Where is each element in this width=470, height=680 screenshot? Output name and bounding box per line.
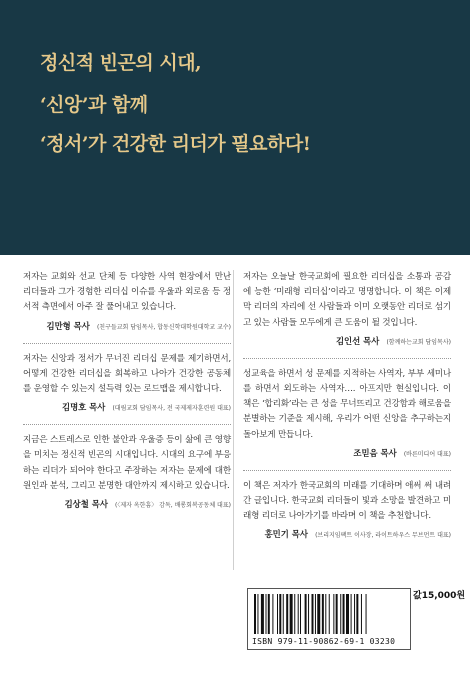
review-divider bbox=[23, 343, 231, 344]
reviewer-name: 김인선 목사 bbox=[335, 335, 380, 346]
headline-line-3: ‘정서’가 건강한 리더가 필요하다! bbox=[40, 133, 311, 155]
barcode-icon bbox=[254, 594, 404, 634]
review-kim-inseon bbox=[243, 270, 451, 349]
reviewer-affiliation: (브리지임팩트 이사장, 라이트하우스 무브먼트 대표) bbox=[315, 532, 451, 540]
review-text: 성교육을 하면서 성 문제를 지적하는 사역자, 부부 세미나를 하면서 외도하는 사역자…. 아프지만 현실입니다. 이 책은 ‘합리화’라는 큰 성을 무너뜨리고 건강함과 해로움을 분별하는 기준을 제시해, 우리가 어떤 신앙을 추구하는지 돌아보게 만듭니다. bbox=[243, 368, 451, 440]
headline-panel bbox=[0, 0, 470, 255]
reviewer-affiliation: (바른미디어 대표) bbox=[403, 450, 451, 458]
reviewer-affiliation: (대림교회 담임목사, 전 국제제자훈련원 대표) bbox=[112, 405, 231, 413]
review-kim-manhyung bbox=[23, 270, 231, 334]
review-attribution bbox=[23, 398, 231, 415]
reviewer-name: 김상철 목사 bbox=[64, 499, 108, 510]
review-hong-mingi bbox=[243, 479, 451, 543]
reviewer-affiliation: (〈제자 옥한흠〉 감독, 배롱회복공동체 대표) bbox=[115, 502, 231, 510]
reviewer-affiliation: (친구들교회 담임목사, 합동신학대학원대학교 교수) bbox=[96, 323, 231, 331]
headline-line-1: 정신적 빈곤의 시대, bbox=[40, 52, 202, 74]
review-attribution bbox=[23, 317, 231, 334]
isbn-barcode bbox=[247, 588, 411, 650]
reviewer-name: 김만형 목사 bbox=[46, 320, 90, 331]
review-text: 저자는 오늘날 한국교회에 필요한 리더십을 소통과 공감에 능한 ‘미래형 리더십’이라고 명명합니다. 이 책은 이제 막 리더의 자리에 선 사람들과 이미 오랫동안 리더로 섬기고 있는 사람들 모두에게 큰 도움이 될 것입니다. bbox=[243, 272, 451, 328]
isbn-number: ISBN 979-11-90862-69-1 03230 bbox=[252, 637, 396, 646]
review-jo-mideum bbox=[243, 367, 451, 461]
review-text: 이 책은 저자가 한국교회의 미래를 기대하며 애써 써 내려간 글입니다. 한국교회 리더들이 빛과 소망을 발견하고 미래형 리더로 나아가기를 바라며 이 책을 추천합니다. bbox=[243, 480, 451, 522]
right-review-column bbox=[243, 270, 451, 551]
headline-line-2: ‘신앙’과 함께 bbox=[40, 94, 148, 116]
reviewer-name: 홍민기 목사 bbox=[264, 529, 308, 540]
review-text: 지금은 스트레스로 인한 불안과 우울증 등이 삶에 큰 영향을 미치는 정신적 빈곤의 시대입니다. 시대의 요구에 부응하는 리더가 되어야 한다고 주장하는 저자는 문제에 대한 원인과 분석, 그리고 분명한 대안까지 제시하고 있습니다. bbox=[23, 435, 231, 491]
review-text: 저자는 교회와 선교 단체 등 다양한 사역 현장에서 만난 리더들과 그가 경험한 리더십 이슈를 우울과 외로움 등 정서적 측면에서 아주 잘 풀어내고 있습니다. bbox=[23, 272, 231, 313]
review-attribution bbox=[23, 495, 231, 512]
review-kim-sangcheol bbox=[23, 433, 231, 512]
reviewer-name: 조믿음 목사 bbox=[353, 447, 397, 458]
review-divider bbox=[243, 358, 451, 359]
review-attribution bbox=[243, 444, 451, 461]
review-attribution bbox=[243, 525, 451, 542]
review-attribution bbox=[243, 332, 451, 349]
review-kim-myungho bbox=[23, 352, 231, 416]
reviewer-name: 김명호 목사 bbox=[61, 402, 106, 413]
review-text: 저자는 신앙과 정서가 무너진 리더십 문제를 제기하면서, 어떻게 건강한 리더십을 회복하고 나아가 건강한 공동체를 운영할 수 있는지 설득력 있는 로드맵을 제시합니다. bbox=[23, 353, 231, 395]
price-label: 값15,000원 bbox=[413, 591, 466, 601]
review-divider bbox=[23, 424, 231, 425]
column-separator bbox=[233, 270, 234, 570]
left-review-column bbox=[23, 270, 231, 521]
reviewer-affiliation: (함께하는교회 담임목사) bbox=[386, 338, 451, 346]
review-divider bbox=[243, 470, 451, 471]
